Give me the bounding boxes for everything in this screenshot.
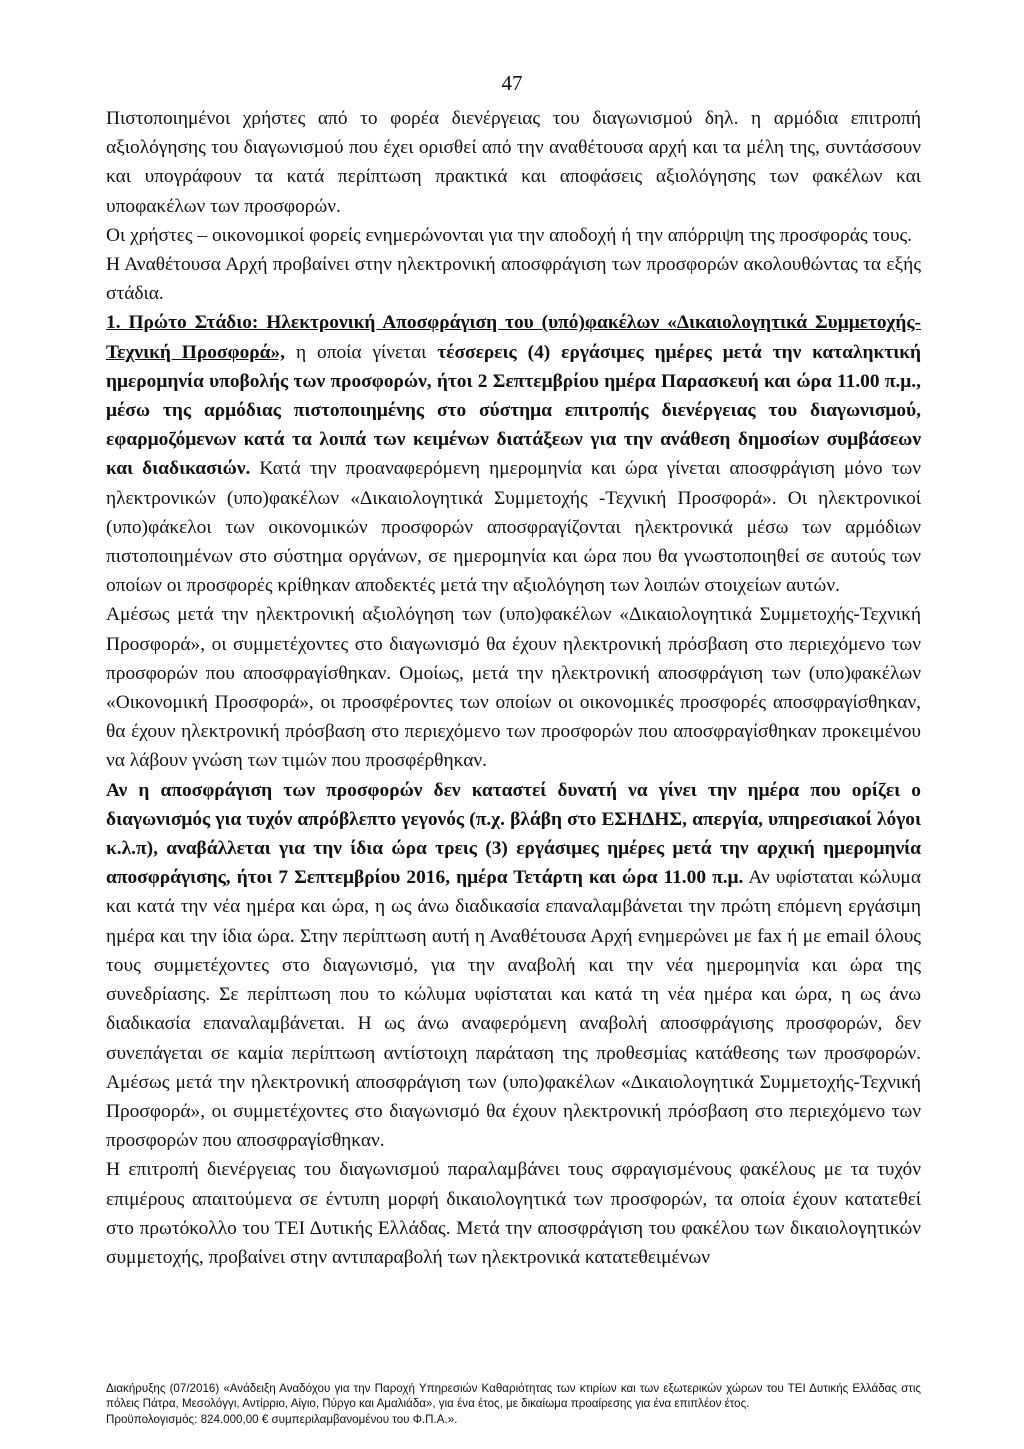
paragraph-users-notified: Οι χρήστες – οικονομικοί φορείς ενημερώνονται για την αποδοχή ή την απόρριψη της προσφοράς τους.: [106, 224, 913, 246]
document-body: [106, 104, 921, 1272]
page-footer: [106, 1381, 921, 1427]
paragraph-stage-one: [106, 308, 921, 600]
paragraph-committee-receives: Η επιτροπή διενέργειας του διαγωνισμού παραλαμβάνει τους σφραγισμένους φακέλους με τα τυχόν επιμέρους απαιτούμενα σε έντυπη μορφή δικαιολογητικά των προσφορών, τα οποία έχουν κατατεθεί στο πρωτόκολλο του ΤΕΙ Δυτικής Ελλάδας. Μετά την αποσφράγιση του φακέλου των δικαιολογητικών συμμετοχής, προβαίνει στην αντιπαραβολή των ηλεκτρονικά κατατεθειμένων: [106, 1159, 921, 1268]
stage-one-bold-terms: τέσσερεις (4) εργάσιμες ημέρες μετά την καταληκτική ημερομηνία υποβολής των προσφορών, ήτοι 2 Σεπτεμβρίου ημέρα Παρασκευή και ώρα 11.00 π.μ., μέσω της αρμόδιας πιστοποιημένης στο σύστημα επιτροπής διενέργειας του διαγωνισμού, εφαρμοζόμενων κατά τα λοιπά των κειμένων διατάξεων για την ανάθεση δημοσίων συμβάσεων και διαδικασιών.: [106, 341, 922, 480]
stage-one-heading: 1. Πρώτο Στάδιο: Ηλεκτρονική Αποσφράγιση του (υπό)φακέλων «Δικαιολογητικά Συμμετοχής-Τεχνική Προσφορά»,: [106, 312, 921, 363]
footer-tender-title: Διακήρυξης (07/2016) «Ανάδειξη Αναδόχου για την Παροχή Υπηρεσιών Καθαριότητας των κτιρίων και των εξωτερικών χώρων του ΤΕΙ Δυτικής Ελλάδας στις πόλεις Πάτρα, Μεσολόγγι, Αντίρριο, Αίγιο, Πύργο και Αμαλιάδα», για ένα έτος, με δικαίωμα προαίρεσης για ένα επιπλέον έτος.: [106, 1382, 921, 1411]
postponement-text: Αν υφίσταται κώλυμα και κατά την νέα ημέρα και ώρα, η ως άνω διαδικασία επαναλαμβάνεται την πρώτη επόμενη εργάσιμη ημέρα και την ίδια ώρα. Στην περίπτωση αυτή η Αναθέτουσα Αρχή ενημερώνει με fax ή με email όλους τους συμμετέχοντες στο διαγωνισμό, για την αναβολή και την νέα ημερομηνία και ώρα της συνεδρίασης. Σε περίπτωση που το κώλυμα υφίσταται και κατά τη νέα ημέρα και ώρα, η ως άνω διαδικασία επαναλαμβάνεται. Η ως άνω αναφερόμενη αναβολή αποσφράγισης προσφορών, δεν συνεπάγεται σε καμία περίπτωση αντίστοιχη παράταση της προθεσμίας κατάθεσης των προσφορών. Αμέσως μετά την ηλεκτρονική αποσφράγιση των (υπο)φακέλων «Δικαιολογητικά Συμμετοχής-Τεχνική Προσφορά», οι συμμετέχοντες στο διαγωνισμό θα έχουν ηλεκτρονική πρόσβαση στο περιεχόμενο των προσφορών που αποσφραγίσθηκαν.: [106, 867, 921, 1152]
paragraph-certified-users: Πιστοποιημένοι χρήστες από το φορέα διενέργειας του διαγωνισμού δηλ. η αρμόδια επιτροπή αξιολόγησης του διαγωνισμού που έχει ορισθεί από την αναθέτουσα αρχή και τα μέλη της, συντάσσουν και υπογράφουν τα κατά περίπτωση πρακτικά και αποφάσεις αξιολόγησης των φακέλων και υποφακέλων των προσφορών.: [106, 108, 921, 217]
stage-one-text-a: η οποία γίνεται: [285, 341, 438, 363]
paragraph-postponement: [106, 776, 921, 1156]
page-number: 47: [501, 71, 523, 95]
footer-budget: Προϋπολογισμός: 824.000,00 € συμπεριλαμβανομένου του Φ.Π.Α.».: [106, 1412, 458, 1426]
paragraph-stages-intro: Η Αναθέτουσα Αρχή προβαίνει στην ηλεκτρονική αποσφράγιση των προσφορών ακολουθώντας τα εξής στάδια.: [106, 254, 921, 305]
paragraph-electronic-access: Αμέσως μετά την ηλεκτρονική αξιολόγηση των (υπο)φακέλων «Δικαιολογητικά Συμμετοχής-Τεχνική Προσφορά», οι συμμετέχοντες στο διαγωνισμό θα έχουν ηλεκτρονική πρόσβαση στο περιεχόμενο των προσφορών που αποσφραγίσθηκαν. Ομοίως, μετά την ηλεκτρονική αποσφράγιση των (υπο)φακέλων «Οικονομική Προσφορά», οι προσφέροντες των οποίων οι οικονομικές προσφορές αποσφραγίσθηκαν, θα έχουν ηλεκτρονική πρόσβαση στο περιεχόμενο των προσφορών που αποσφραγίσθηκαν προκειμένου να λάβουν γνώση των τιμών που προσφέρθηκαν.: [106, 604, 921, 772]
stage-one-text-b: Κατά την προαναφερόμενη ημερομηνία και ώρα γίνεται αποσφράγιση μόνο των ηλεκτρονικών (υπο)φακέλων «Δικαιολογητικά Συμμετοχής -Τεχνική Προσφορά». Οι ηλεκτρονικοί (υπο)φάκελοι των οικονομικών προσφορών αποσφραγίζονται ηλεκτρονικά μέσω των αρμόδιων πιστοποιημένων στο σύστημα οργάνων, σε ημερομηνία και ώρα που θα γνωστοποιηθεί σε αυτούς των οποίων οι προσφορές κρίθηκαν αποδεκτές μετά την αξιολόγηση των λοιπών στοιχείων αυτών.: [106, 458, 921, 597]
postponement-bold-text: Αν η αποσφράγιση των προσφορών δεν καταστεί δυνατή να γίνει την ημέρα που ορίζει ο διαγωνισμός για τυχόν απρόβλεπτο γεγονός (π.χ. βλάβη στο ΕΣΗΔΗΣ, απεργία, υπηρεσιακοί λόγοι κ.λ.π), αναβάλλεται για την ίδια ώρα τρεις (3) εργάσιμες ημέρες μετά την αρχική ημερομηνία αποσφράγισης, ήτοι 7 Σεπτεμβρίου 2016, ημέρα Τετάρτη και ώρα 11.00 π.μ.: [106, 779, 921, 889]
